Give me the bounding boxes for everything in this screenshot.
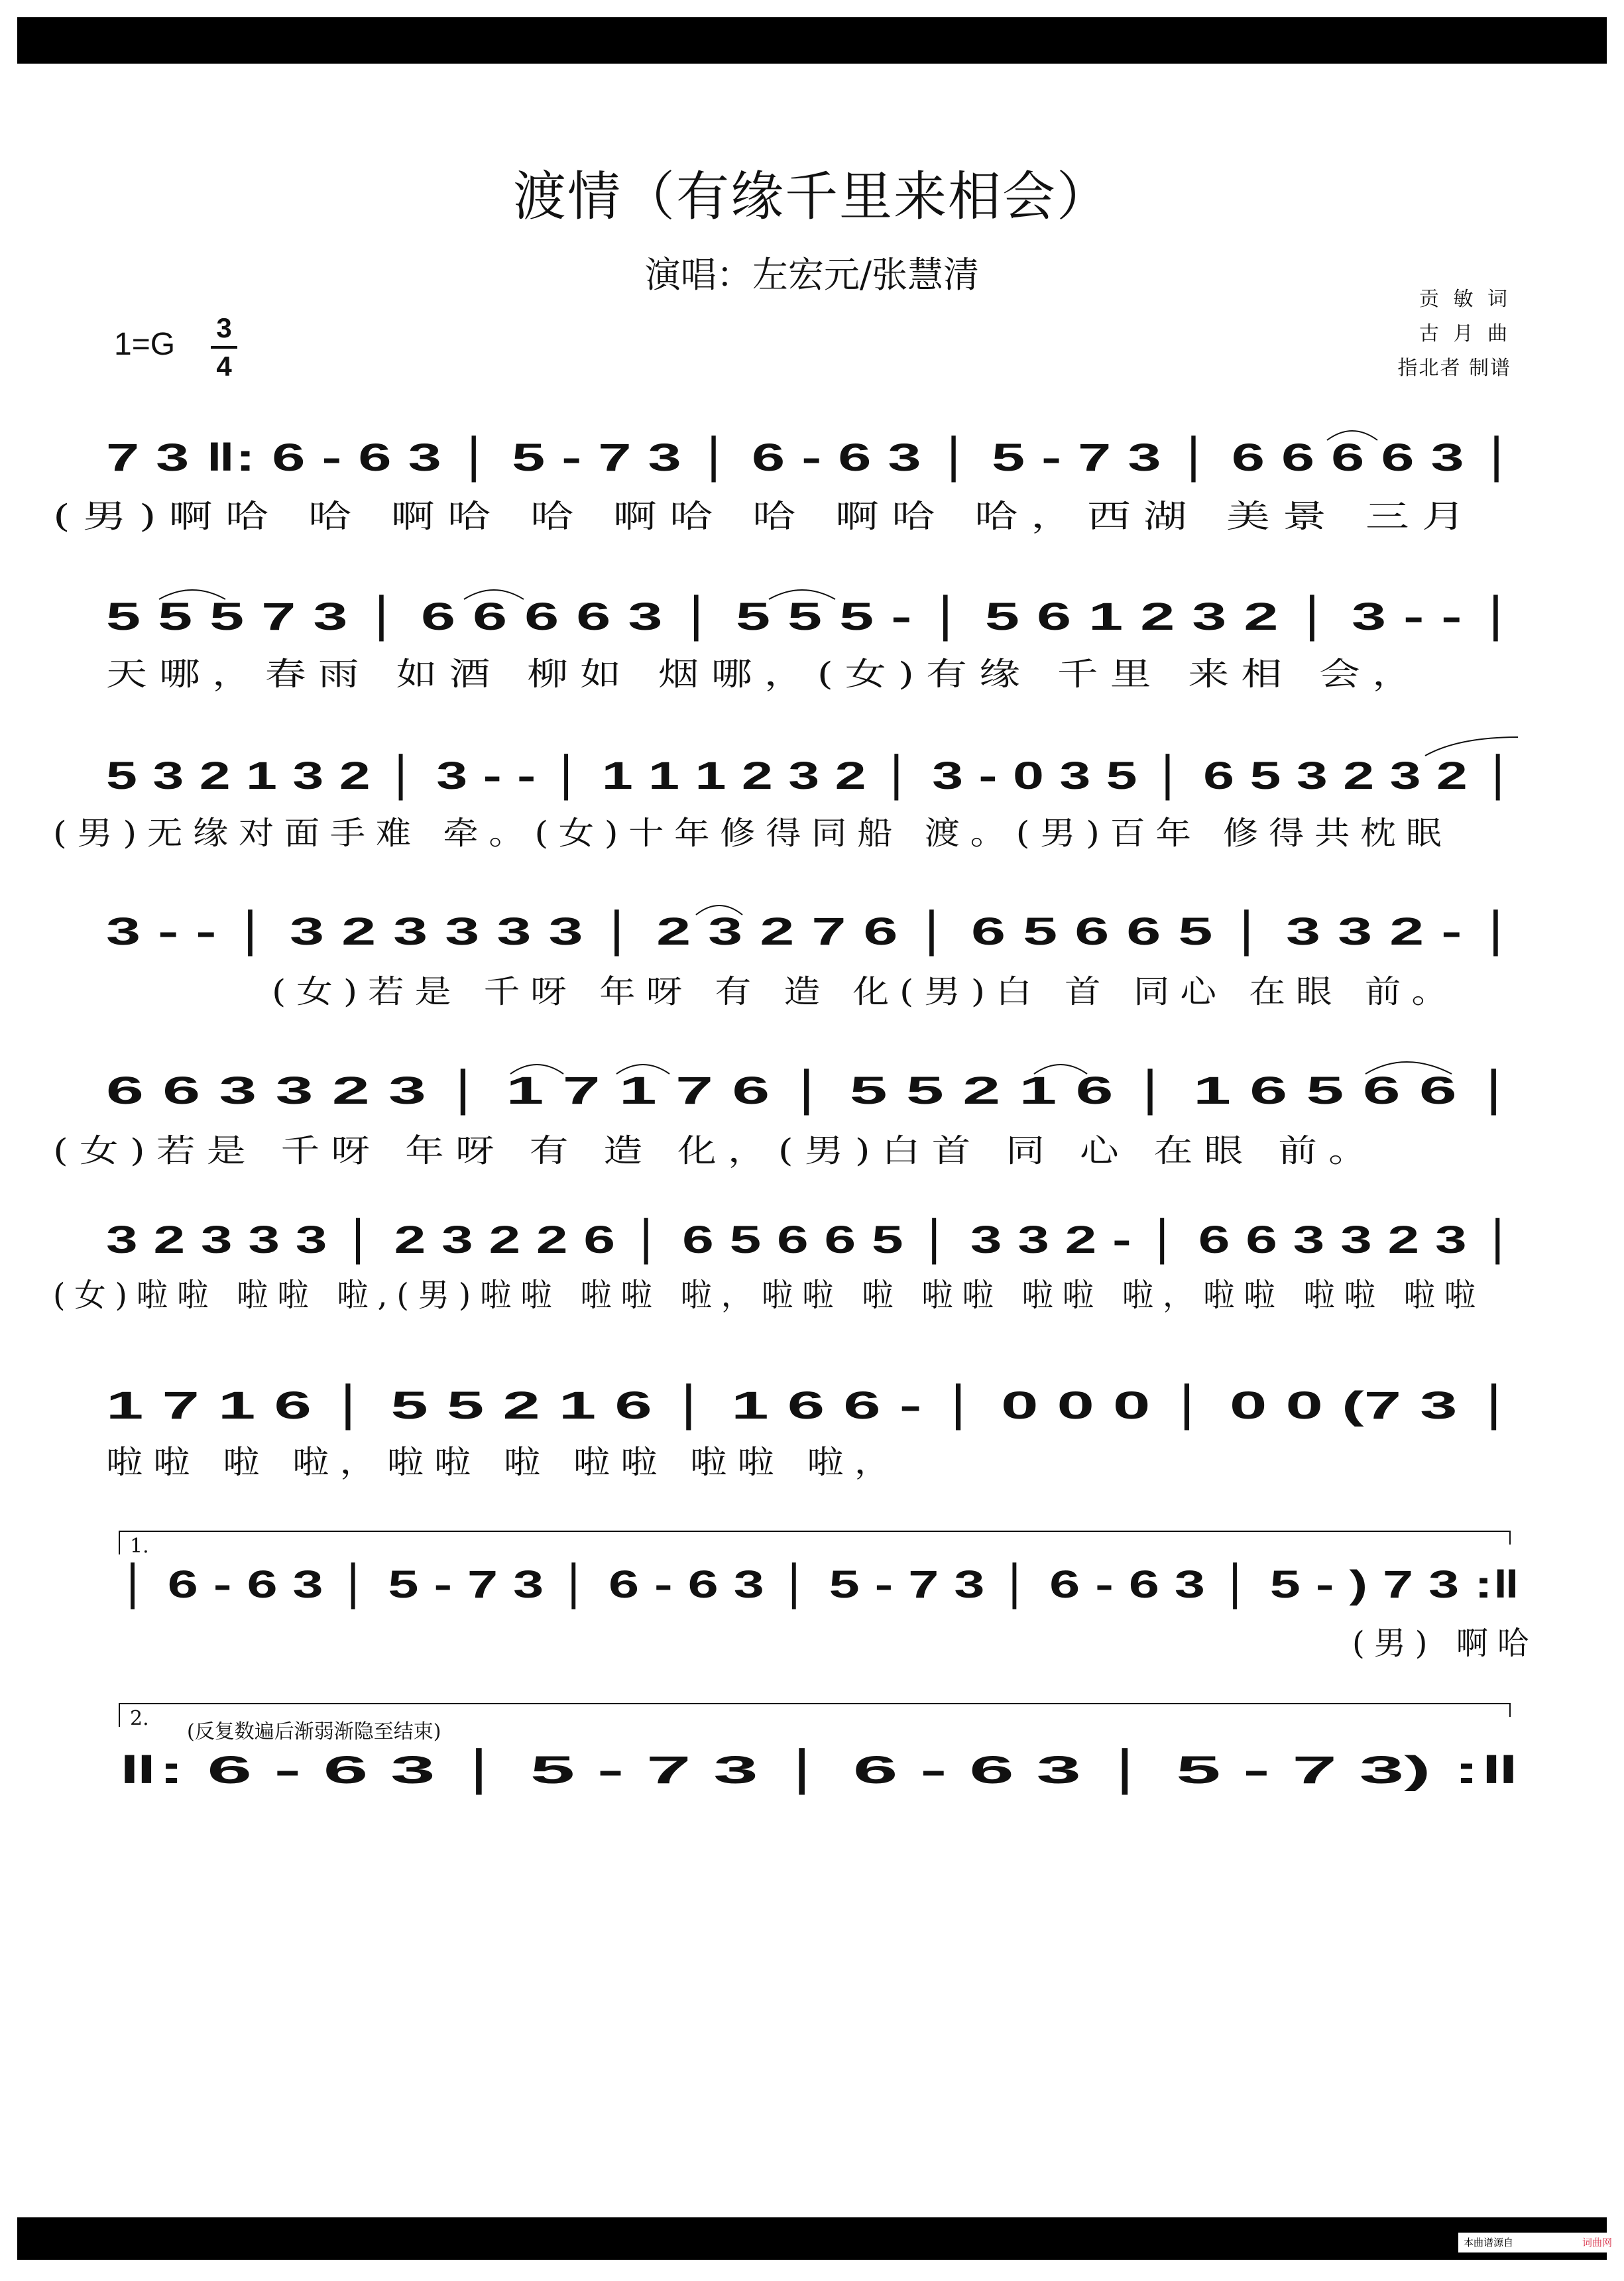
singer-line: 演唱：左宏元/张慧清 <box>644 254 980 296</box>
key-signature: 1=G <box>114 327 176 362</box>
row5-lyrics: (女)若是 千呀 年呀 有 造 化，(男)白首 同 心 在眼 前。 <box>53 1132 1379 1169</box>
composer-credit: 古 月 曲 <box>1419 322 1511 345</box>
lyricist-credit: 贡 敏 词 <box>1419 288 1511 311</box>
ending1-bracket <box>119 1531 1510 1554</box>
row5-notes: 6 6 3 3 2 3 │ 1 7 1 7 6 │ 5 5 2 1 6 │ 1 6 5 6 6 │ <box>106 1069 908 1112</box>
row2-notes: 5 5 5 7 3 │ 6 6 6 6 3 │ 5 5 5 - │ 5 6 1 2 3 2 │ 3 - - │ <box>106 595 981 638</box>
ending2-notes: ‖: 6 - 6 3 │ 5 - 7 3 │ 6 - 6 3 │ 5 - 7 3) :‖ <box>118 1749 789 1792</box>
row7-notes: 1 7 1 6 │ 5 5 2 1 6 │ 1 6 6 - │ 0 0 0 │ 0 0 (7 3 │ <box>106 1384 915 1427</box>
ending1-notes: │ 6 - 6 3 │ 5 - 7 3 │ 6 - 6 3 │ 5 - 7 3 │ 6 - 6 3 │ 5 - ) 7 3 :‖ <box>118 1563 1100 1606</box>
row7-lyrics: 啦啦 啦 啦，啦啦 啦 啦啦 啦啦 啦， <box>106 1444 901 1481</box>
row6-notes: 3 2 3 3 3 │ 2 3 2 2 6 │ 6 5 6 6 5 │ 3 3 2 - │ 6 6 3 3 2 3 │ <box>106 1218 1063 1261</box>
row1-lyrics: (男)啊哈 哈 啊哈 哈 啊哈 哈 啊哈 哈，西湖 美景 三月 <box>53 498 1478 535</box>
row3-notes: 5 3 2 1 3 2 │ 3 - - │ 1 1 1 2 3 2 │ 3 - 0 3 5 │ 6 5 3 2 3 2 │ <box>106 754 1077 797</box>
bottom-black-band <box>17 2217 1607 2260</box>
row6-lyrics: (女)啦啦 啦啦 啦,(男)啦啦 啦啦 啦，啦啦 啦 啦啦 啦啦 啦，啦啦 啦啦 啦啦 <box>53 1277 1485 1314</box>
row1-notes: 7 3 ‖: 6 - 6 3 │ 5 - 7 3 │ 6 - 6 3 │ 5 - 7 3 │ 6 6 6 6 3 │ <box>106 436 1015 479</box>
ending1-label: 1. <box>130 1535 149 1558</box>
row3-tie <box>1425 737 1518 756</box>
arranger-credit: 指北者 制谱 <box>1397 357 1511 380</box>
source-watermark: 本曲谱源自 <box>1458 2233 1555 2252</box>
row2-lyrics: 天哪，春雨 如酒 柳如 烟哪，(女)有缘 千里 来相 会， <box>106 656 1425 693</box>
ending2-instruction: (反复数遍后渐弱渐隐至结束) <box>187 1720 441 1743</box>
row3-lyrics: (男)无缘对面手难 牵。(女)十年修得同船 渡。(男)百年 修得共枕眠 <box>53 815 1452 852</box>
ending1-lyrics: (男) 啊哈 <box>1352 1625 1538 1662</box>
row4-notes: 3 - - │ 3 2 3 3 3 3 │ 2 3 2 7 6 │ 6 5 6 6 5 │ 3 3 2 - │ <box>106 910 981 953</box>
time-numerator: 3 <box>216 312 232 343</box>
time-denominator: 4 <box>216 351 232 382</box>
site-watermark: 词曲网 <box>1551 2233 1617 2252</box>
ending2-label: 2. <box>130 1707 149 1730</box>
row4-lyrics: (女)若是 千呀 年呀 有 造 化(男)白 首 同心 在眼 前。 <box>272 973 1458 1010</box>
song-title: 渡情（有缘千里来相会） <box>513 166 1111 227</box>
